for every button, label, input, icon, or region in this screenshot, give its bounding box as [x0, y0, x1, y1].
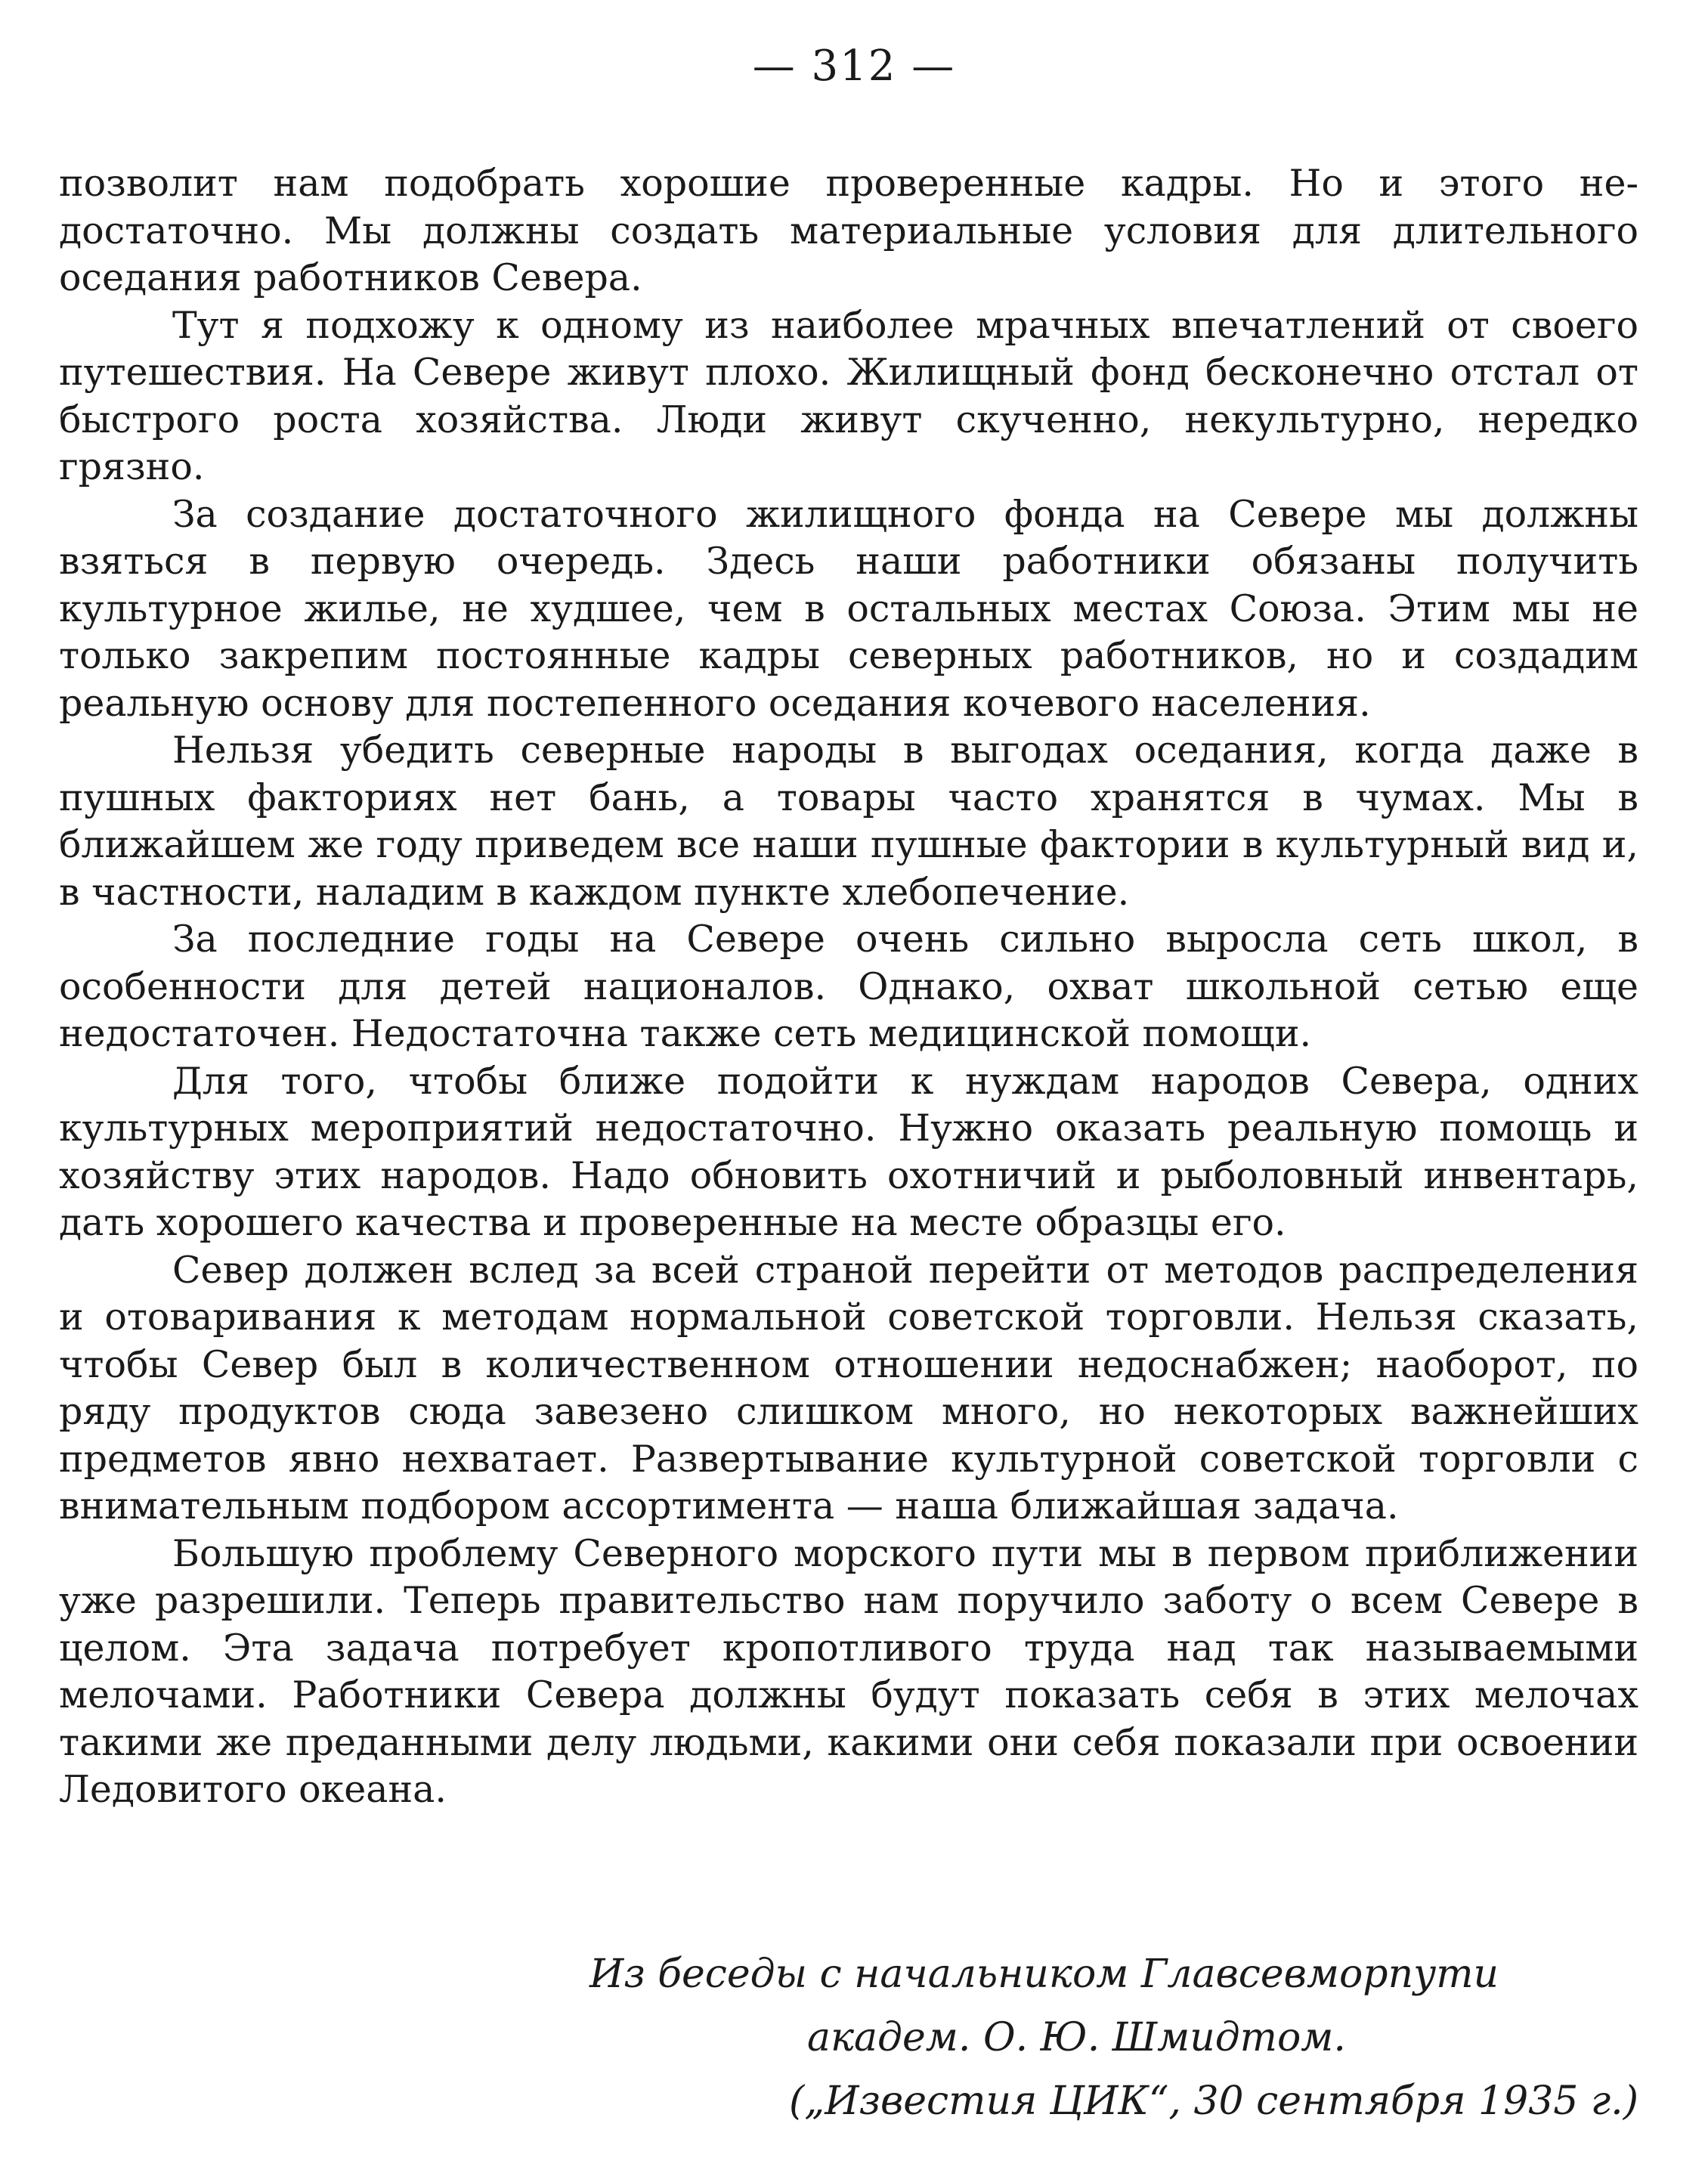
paragraph-6: Для того, чтобы ближе подойти к нуждам народов Севера, одних культурных мероприятий недостаточно. Нужно оказать реальную помощь и хозяйству этих народов. Надо обновить охотничий и рыболовный инвентарь, дать хорошего качества и проверенные на месте образцы его.: [59, 1059, 1638, 1244]
paragraph-1: позволит нам подобрать хорошие проверенные кадры. Но и этого недостаточно. Мы должны создать материальные условия для длительного оседания работников Севера.: [59, 162, 1638, 299]
source-attribution: [429, 1942, 1638, 2133]
paragraph-7: Север должен вслед за всей страной перейти от методов распределения и отоваривания к методам нормальной советской торговли. Нельзя сказать, чтобы Север был в количественном отношении недоснабжен; наоборот, по ряду продуктов сюда завезено слишком много, но некоторых важнейших предметов явно нехватает. Развертывание культурной советской торговли с внимательным подбором ассортимента — наша ближайшая задача.: [59, 1248, 1638, 1528]
paragraph-3: За создание достаточного жилищного фонда на Севере мы должны взяться в первую очередь. Здесь наши работники обязаны получить культурное жилье, не худшее, чем в остальных местах Союза. Этим мы не только закрепим постоянные кадры северных работников, но и создадим реальную основу для постепенного оседания кочевого населения.: [59, 492, 1638, 725]
attribution-line-author: академ. О. Ю. Шмидтом.: [807, 2015, 1346, 2060]
paragraph-4: Нельзя убедить северные народы в выгодах оседания, когда даже в пушных факториях нет бань, а товары часто хранятся в чумах. Мы в ближайшем же году приведем все наши пушные фактории в культурный вид и, в частности, наладим в каждом пункте хлебопечение.: [59, 729, 1638, 914]
attribution-line-source: („Известия ЦИК“, 30 сентября 1935 г.): [789, 2079, 1638, 2124]
article-body: [59, 160, 1638, 1814]
paragraph-2: Тут я подхожу к одному из наиболее мрачных впечатлений от своего путешествия. На Севере живут плохо. Жилищный фонд бесконечно отстал от быстрого роста хозяйства. Люди живут скученно, некультурно, нередко грязно.: [59, 303, 1638, 488]
paragraph-8: Большую проблему Северного морского пути мы в первом приближении уже разрешили. Теперь правительство нам поручило заботу о всем Севере в целом. Эта задача потребует кропотливого труда над так называемыми мелочами. Работники Севера должны будут показать себя в этих мелочах такими же преданными делу людьми, какими они себя показали при освоении Ледовитого океана.: [59, 1531, 1638, 1811]
attribution-line-interview: Из беседы с начальником Главсевморпути: [589, 1952, 1499, 1997]
page-number: — 312 —: [752, 42, 956, 91]
paragraph-5: За последние годы на Севере очень сильно выросла сеть школ, в особенности для детей националов. Однако, охват школьной сетью еще недостаточен. Недостаточна также сеть медицинской помощи.: [59, 918, 1638, 1055]
